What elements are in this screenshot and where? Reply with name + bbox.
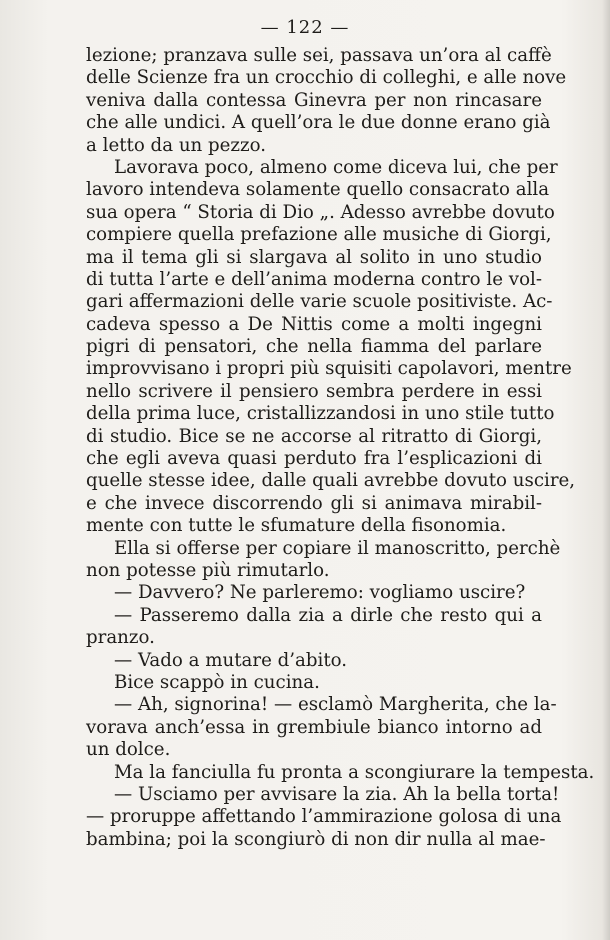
text-line: che egli aveva quasi perduto fra l’esplicazioni di xyxy=(86,448,542,470)
text-line: pranzo. xyxy=(86,627,155,649)
text-line: che alle undici. A quell’ora le due donne erano già xyxy=(86,112,551,134)
text-line: Bice scappò in cucina. xyxy=(114,671,320,693)
text-line: improvvisano i propri più squisiti capolavori, mentre xyxy=(86,358,572,380)
text-line: — Ah, signorina! — esclamò Margherita, che la- xyxy=(114,694,557,716)
text-line: nello scrivere il pensiero sembra perdere in essi xyxy=(86,380,542,402)
text-line: delle Scienze fra un crocchio di colleghi, e alle nove xyxy=(86,67,567,89)
text-line: mente con tutte le sfumature della fisonomia. xyxy=(86,515,507,537)
text-line: — Vado a mutare d’abito. xyxy=(114,649,348,671)
text-line: ma il tema gli si slargava al solito in uno studio xyxy=(86,246,542,268)
text-line: veniva dalla contessa Ginevra per non rincasare xyxy=(86,89,542,111)
text-line: — Passeremo dalla zia a dirle che resto qui a xyxy=(114,604,542,626)
text-line: a letto da un pezzo. xyxy=(86,134,267,156)
text-line: Lavorava poco, almeno come diceva lui, che per xyxy=(114,156,558,178)
page-edge-shadow xyxy=(602,0,610,940)
text-line: pigri di pensatori, che nella fiamma del parlare xyxy=(86,336,542,358)
text-line: gari affermazioni delle varie scuole positiviste. Ac- xyxy=(86,291,553,313)
text-line: Ella si offerse per copiare il manoscritto, perchè xyxy=(114,537,561,559)
text-line: della prima luce, cristallizzandosi in uno stile tutto xyxy=(86,403,555,425)
text-line: compiere quella prefazione alle musiche di Giorgi, xyxy=(86,224,552,246)
page-text xyxy=(86,45,595,851)
text-line: di studio. Bice se ne accorse al ritratto di Giorgi, xyxy=(86,425,542,447)
text-line: non potesse più rimutarlo. xyxy=(86,559,330,581)
page-number: — 122 — xyxy=(260,17,350,38)
text-line: quelle stesse idee, dalle quali avrebbe dovuto uscire, xyxy=(86,470,576,492)
text-line: vorava anch’essa in grembiule bianco intorno ad xyxy=(86,716,542,738)
text-line: Ma la fanciulla fu pronta a scongiurare la tempesta. xyxy=(114,761,595,783)
text-line: un dolce. xyxy=(86,739,171,761)
text-line: cadeva spesso a De Nittis come a molti ingegni xyxy=(86,313,542,335)
text-line: di tutta l’arte e dell’anima moderna contro le vol- xyxy=(86,268,542,290)
text-line: lavoro intendeva solamente quello consacrato alla xyxy=(86,179,550,201)
text-line: e che invece discorrendo gli si animava mirabil- xyxy=(86,492,542,514)
text-line: — proruppe affettando l’ammirazione golosa di una xyxy=(86,806,562,828)
text-line: — Davvero? Ne parleremo: vogliamo uscire? xyxy=(114,582,526,604)
text-line: lezione; pranzava sulle sei, passava un’ora al caffè xyxy=(86,45,552,66)
text-line: bambina; poi la scongiurò di non dir nulla al mae- xyxy=(86,828,546,850)
text-line: sua opera “ Storia di Dio „. Adesso avrebbe dovuto xyxy=(86,201,555,223)
text-line: — Usciamo per avvisare la zia. Ah la bella torta! xyxy=(114,783,560,805)
